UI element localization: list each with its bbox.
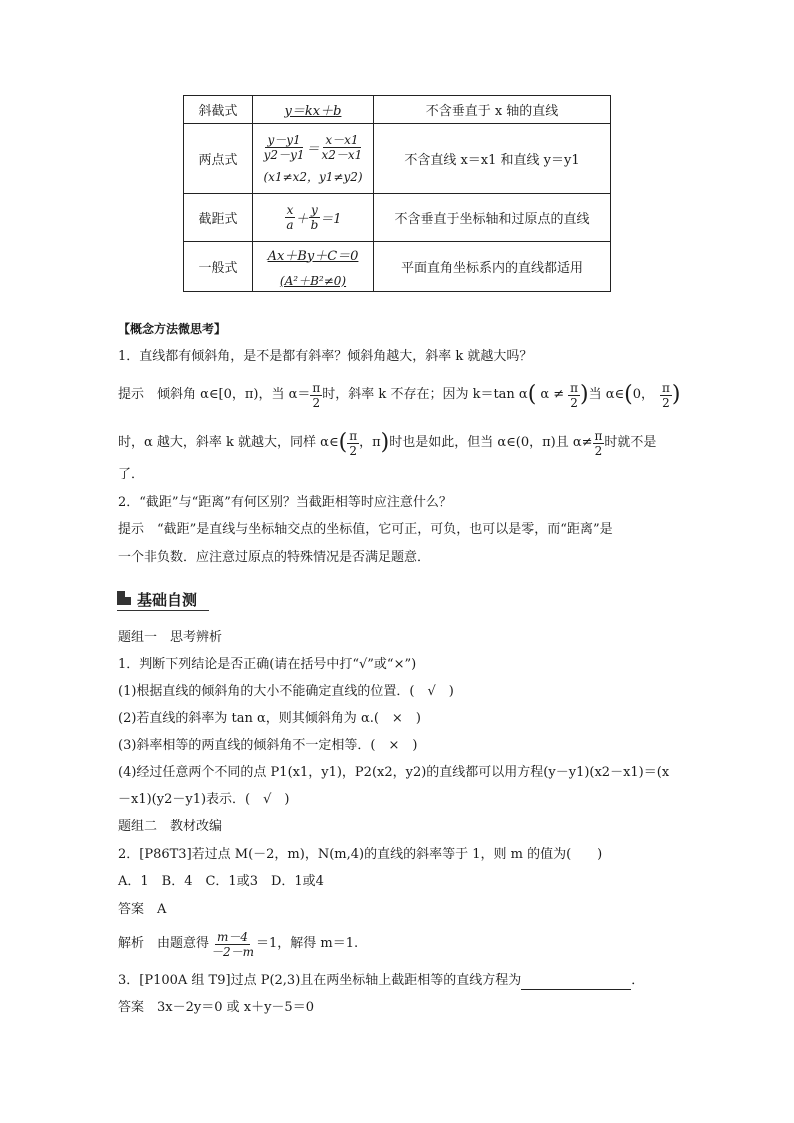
table-row — [184, 242, 611, 292]
section-square-icon — [117, 591, 131, 605]
form-name: 截距式 — [184, 194, 253, 242]
form-condition: 平面直角坐标系内的直线都适用 — [374, 242, 611, 292]
answer-3: 答案 3x－2y＝0 或 x＋y－5＝0 — [118, 1000, 314, 1015]
statement-3: (3)斜率相等的两直线的倾斜角不一定相等．( × ) — [118, 738, 418, 753]
table-row — [184, 124, 611, 194]
group-1-question: 1．判断下列结论是否正确(请在括号中打“√”或“×”) — [118, 657, 417, 672]
concept-answer-2-line-2: 一个非负数．应注意过原点的特殊情况是否满足题意． — [118, 550, 431, 565]
form-name: 两点式 — [184, 124, 253, 194]
form-condition: 不含垂直于坐标轴和过原点的直线 — [374, 194, 611, 242]
form-formula: $\frac{x}{a}$ ＋ $\frac{y}{b}$ ＝1 — [253, 194, 374, 242]
line-forms-table — [183, 95, 611, 292]
statement-4-line-1: (4)经过任意两个不同的点 P1(x1，y1)，P2(x2，y2)的直线都可以用方程(y－y1)(x2－x1)＝(x — [118, 765, 670, 780]
answer-options: A．1 B．4 C．1或3 D．1或4 — [118, 874, 324, 889]
section-header — [117, 588, 209, 611]
section-title: 基础自测 — [137, 591, 198, 609]
concept-question-2: 2．“截距”与“距离”有何区别？当截距相等时应注意什么？ — [118, 495, 452, 510]
concept-heading: 【概念方法微思考】 — [118, 322, 227, 336]
concept-answer-1-line-1: 提示 倾斜角 α∈[0，π)，当 α＝ $\frac{\pi}{2}$ 时，斜率 k 不存在；因为 k＝tan α ( α ≠ $\frac{\pi}{2}$ ) 当 α∈ ( 0， $\frac{\pi}{2}$ ) — [118, 380, 681, 410]
form-formula: Ax＋By＋C＝0 (A²＋B²≠0) — [253, 242, 374, 292]
form-condition: 不含直线 x＝x1 和直线 y＝y1 — [374, 124, 611, 194]
group-2-question-3: 3．[P100A 组 T9]过点 P(2,3)且在两坐标轴上截距相等的直线方程为 ． — [118, 973, 645, 988]
concept-question-1: 1．直线都有倾斜角，是不是都有斜率？倾斜角越大，斜率 k 就越大吗？ — [118, 349, 533, 364]
form-name: 斜截式 — [184, 96, 253, 124]
group-2-title: 题组二 教材改编 — [118, 819, 223, 834]
form-formula: y＝kx＋b — [253, 96, 374, 124]
table-row — [184, 96, 611, 124]
analysis-2: 解析 由题意得 $\frac{m-4}{-2-m}$ ＝1，解得 m＝1. — [118, 929, 359, 959]
concept-answer-1-line-2: 时，α 越大，斜率 k 就越大，同样 α∈ ( $\frac{\pi}{2}$ ，π ) 时也是如此，但当 α∈(0，π)且 α≠ $\frac{\pi}{2}$ 时就不是 — [118, 428, 657, 458]
answer-2: 答案 A — [118, 902, 167, 917]
concept-answer-1-line-3: 了． — [118, 467, 145, 482]
group-1-title: 题组一 思考辨析 — [118, 630, 223, 645]
statement-2: (2)若直线的斜率为 tan α，则其倾斜角为 α.( × ) — [118, 711, 421, 726]
form-formula: $\frac{y-y1}{y2-y1}$ ＝ $\frac{x-x1}{x2-x1}$ (x1≠x2，y1≠y2) — [253, 124, 374, 194]
concept-answer-2-line-1: 提示 “截距”是直线与坐标轴交点的坐标值，它可正，可负，也可以是零，而“距离”是 — [118, 522, 613, 537]
table-row — [184, 194, 611, 242]
statement-4-line-2: －x1)(y2－y1)表示．( √ ) — [118, 792, 290, 807]
answer-blank[interactable] — [521, 975, 631, 990]
statement-1: (1)根据直线的倾斜角的大小不能确定直线的位置．( √ ) — [118, 684, 454, 699]
form-name: 一般式 — [184, 242, 253, 292]
group-2-question-2: 2．[P86T3]若过点 M(－2，m)，N(m,4)的直线的斜率等于 1，则 m 的值为( ) — [118, 847, 603, 862]
form-condition: 不含垂直于 x 轴的直线 — [374, 96, 611, 124]
